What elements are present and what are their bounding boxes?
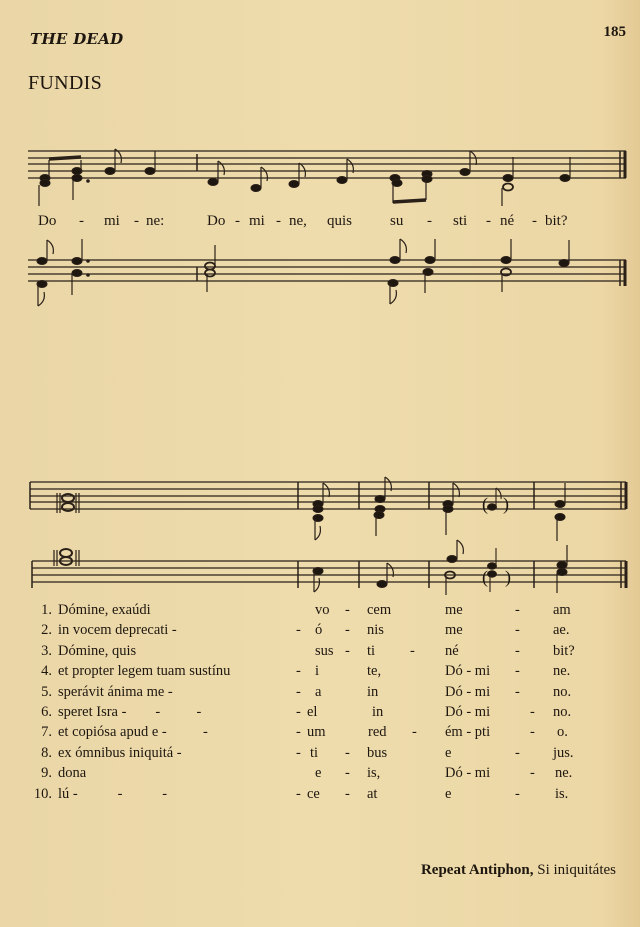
staff-2-bass (32, 561, 626, 582)
verse-text: dona (58, 765, 87, 782)
verse-number: 2. (41, 622, 52, 639)
verse-number: 3. (41, 642, 52, 659)
verse-row (0, 786, 640, 806)
verse-row (0, 643, 640, 663)
verse-text: lú - - - (58, 785, 168, 802)
staff-2-treble (30, 482, 626, 509)
verse-col: né (445, 642, 459, 659)
verse-text: ex ómnibus iniquitá - (58, 744, 182, 761)
lyric-syllable: - (427, 213, 432, 229)
verse-col: ém - pti (445, 724, 491, 741)
svg-text:): ) (505, 567, 511, 587)
verse-text: Dómine, quis (58, 642, 137, 659)
verse-col: me (445, 602, 463, 618)
lyric-syllable: Do (38, 213, 57, 229)
verse-lead: - (296, 724, 301, 741)
verse-row (0, 622, 640, 642)
verse-row (0, 745, 640, 765)
verse-row (0, 663, 640, 683)
verse-col: jus. (553, 744, 574, 761)
lyric-syllable: - (532, 213, 537, 229)
verse-text: in vocem deprecati - (58, 622, 177, 639)
verse-text: speret Isra - - - (58, 703, 202, 720)
lyric-syllable: mi (249, 213, 265, 229)
verse-col: - (345, 785, 350, 802)
verse-col: o. (557, 724, 568, 741)
verse-col: - (515, 602, 520, 618)
verse-number: 8. (41, 744, 52, 761)
lyric-syllable: - (486, 213, 491, 229)
verse-col: is. (555, 785, 569, 802)
verse-col: ce (307, 785, 320, 802)
lyric-syllable: - (134, 213, 139, 229)
lyric-syllable: su (390, 213, 404, 229)
verse-row (0, 684, 640, 704)
verse-lead: - (296, 703, 301, 720)
verse-col: at (367, 785, 378, 802)
verse-number: 10. (33, 785, 52, 802)
verse-text: sperávit ánima me - (58, 683, 173, 700)
verse-row (0, 704, 640, 724)
verse-col: sus (315, 642, 334, 659)
verse-col: - (412, 724, 417, 741)
verse-col: Dó - mi (445, 663, 491, 680)
verse-col: - (410, 642, 415, 659)
verse-col: me (445, 622, 463, 639)
running-head: THE DEAD (30, 30, 124, 48)
verse-number: 5. (41, 683, 52, 700)
repeat-antiphon-label: Repeat Antiphon, (420, 862, 534, 878)
antiphon-lyrics (0, 213, 640, 235)
verse-lead: - (296, 785, 301, 802)
verse-col: e (315, 765, 322, 782)
lyric-syllable: - (79, 213, 84, 229)
verse-row (0, 765, 640, 785)
verse-lead: - (296, 683, 301, 700)
verse-col: - (515, 744, 520, 761)
verse-lead: - (296, 744, 301, 761)
verse-col: bus (367, 744, 388, 761)
verse-col: - (515, 683, 520, 700)
verse-col: is, (367, 765, 381, 782)
verse-col: el (307, 703, 318, 720)
verse-col: e (445, 785, 452, 802)
svg-text:): ) (503, 494, 509, 514)
verse-col: - (515, 785, 520, 802)
verse-col: ne. (555, 765, 573, 782)
verse-col: am (553, 602, 571, 618)
verse-col: Dó - mi (445, 683, 491, 700)
lyric-syllable: - (276, 213, 281, 229)
lyric-syllable: Do (207, 213, 226, 229)
verse-col: ae. (553, 622, 570, 639)
verse-col: ti (367, 642, 376, 659)
verse-col: - (530, 724, 535, 741)
psalm-verses (0, 602, 640, 806)
verse-col: bit? (553, 642, 575, 659)
verse-col: nis (367, 622, 384, 639)
repeat-instruction (421, 862, 616, 879)
verse-row (0, 724, 640, 744)
verse-col: - (515, 663, 520, 680)
verse-col: a (315, 683, 322, 700)
verse-col: ó (315, 622, 323, 639)
section-title: FUNDIS (28, 72, 103, 94)
verse-col: um (307, 724, 326, 741)
verse-col: - (345, 622, 350, 639)
lyric-syllable: bit? (545, 213, 568, 229)
lyric-syllable: né (500, 213, 515, 229)
verse-number: 4. (41, 663, 52, 680)
svg-text:(: ( (482, 567, 488, 587)
verse-col: - (345, 744, 350, 761)
antiphon-incipit: Si iniquitátes (537, 862, 616, 878)
verse-col: te, (367, 663, 382, 680)
verse-col: - (345, 765, 350, 782)
verse-number: 6. (41, 703, 52, 720)
verse-number: 7. (41, 724, 52, 741)
verse-row (0, 602, 640, 622)
verse-col: - (530, 765, 535, 782)
lyric-syllable: ne, (289, 213, 307, 229)
verse-col: cem (367, 602, 392, 618)
verse-lead: - (296, 663, 301, 680)
lyric-syllable: mi (104, 213, 120, 229)
verse-col: i (315, 663, 320, 680)
verse-col: - (530, 703, 535, 720)
verse-col: Dó - mi (445, 703, 491, 720)
verse-text: Dómine, exaúdi (58, 602, 151, 618)
verse-number: 9. (41, 765, 52, 782)
verse-col: - (515, 642, 520, 659)
verse-lead: - (296, 622, 301, 639)
verse-text: et propter legem tuam sustínu (58, 663, 231, 680)
lyric-syllable: ne: (146, 213, 165, 229)
svg-text:(: ( (482, 494, 488, 514)
verse-number: 1. (41, 602, 52, 618)
verse-col: e (445, 744, 452, 761)
verse-col: ti (310, 744, 319, 761)
staff-1-bass (28, 260, 626, 281)
verse-col: in (372, 703, 384, 720)
verse-text: et copiósa apud e - - (58, 724, 208, 741)
verse-col: - (515, 622, 520, 639)
verse-col: - (345, 602, 350, 618)
verse-col: red (368, 724, 387, 741)
verse-col: Dó - mi (445, 765, 491, 782)
page-number: 185 (603, 24, 626, 40)
verse-col: in (367, 683, 379, 700)
staff-1-treble (28, 151, 626, 178)
verse-col: no. (553, 683, 572, 700)
verse-col: ne. (553, 663, 571, 680)
verse-col: - (345, 642, 350, 659)
lyric-syllable: sti (453, 213, 468, 229)
lyric-syllable: quis (327, 213, 353, 229)
verse-col: no. (553, 703, 572, 720)
lyric-syllable: - (235, 213, 240, 229)
verse-col: vo (315, 602, 330, 618)
